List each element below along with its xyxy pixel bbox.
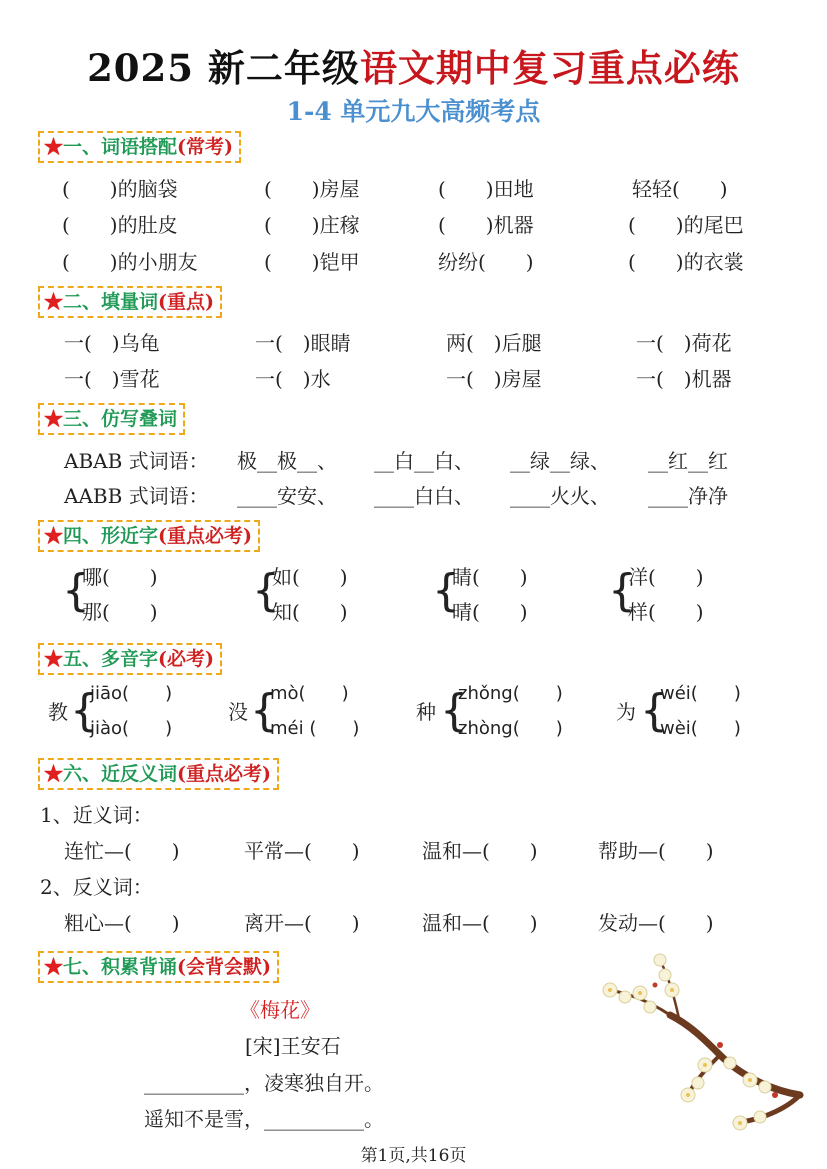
section-header-polyphones: ★五、多音字(必考) [38, 643, 222, 675]
poem-line: 遥知不是雪，__________。 [144, 1107, 384, 1131]
antonym-item: 粗心—( ) [64, 911, 180, 935]
aabb-label: AABB 式词语： [64, 484, 209, 508]
synonym-item: 帮助—( ) [598, 839, 714, 863]
section-header-synonyms-antonyms: ★六、近反义词(重点必考) [38, 758, 279, 790]
plum-blossom-illustration [570, 945, 810, 1145]
polyphone-reading: wèi( ) [660, 718, 741, 739]
antonym-item: 温和—( ) [422, 911, 538, 935]
collocation-item: 轻轻( ) [632, 177, 728, 201]
collocation-item: ( )房屋 [264, 177, 360, 201]
aabb-item: ____安安、 [237, 484, 337, 508]
antonym-item: 发动—( ) [598, 911, 714, 935]
abab-label: ABAB 式词语： [64, 449, 209, 473]
collocation-item: ( )的尾巴 [628, 213, 744, 237]
polyphone-char: 没 [228, 700, 248, 724]
antonyms-label: 2、反义词： [40, 875, 153, 899]
section-header-measure-words: ★二、填量词(重点) [38, 286, 222, 318]
measure-word-item: 一( )乌龟 [64, 331, 160, 355]
aabb-item: ____火火、 [510, 484, 610, 508]
synonyms-label: 1、近义词： [40, 803, 153, 827]
brace-icon: { [608, 565, 636, 616]
polyphone-reading: wéi( ) [660, 683, 741, 704]
synonym-item: 连忙—( ) [64, 839, 180, 863]
polyphone-reading: méi ( ) [270, 718, 360, 739]
collocation-item: ( )的衣裳 [628, 250, 744, 274]
poem-author: [宋]王安石 [245, 1034, 341, 1058]
antonym-item: 离开—( ) [244, 911, 360, 935]
polyphone-reading: jiāo( ) [90, 683, 173, 704]
abab-item: __红__红 [648, 449, 728, 473]
collocation-item: ( )的肚皮 [62, 213, 178, 237]
aabb-item: ____净净 [648, 484, 728, 508]
similar-char-item: 洋( ) [628, 565, 704, 589]
brace-icon: { [252, 565, 280, 616]
collocation-item: ( )机器 [438, 213, 534, 237]
measure-word-item: 一( )雪花 [64, 367, 160, 391]
collocation-item: ( )庄稼 [264, 213, 360, 237]
polyphone-char: 教 [48, 700, 68, 724]
collocation-item: ( )田地 [438, 177, 534, 201]
brace-icon: { [250, 685, 278, 736]
abab-item: __绿__绿、 [510, 449, 610, 473]
polyphone-reading: jiào( ) [90, 718, 173, 739]
collocation-item: ( )的小朋友 [62, 250, 198, 274]
section-header-collocation: ★一、词语搭配(常考) [38, 131, 241, 163]
similar-char-item: 哪( ) [82, 565, 158, 589]
collocation-item: ( )的脑袋 [62, 177, 178, 201]
measure-word-item: 一( )水 [255, 367, 331, 391]
section-header-recitation: ★七、积累背诵(会背会默) [38, 951, 279, 983]
measure-word-item: 一( )房屋 [446, 367, 542, 391]
page-title: 2025 新二年级语文期中复习重点必练 [87, 46, 740, 90]
similar-char-item: 睛( ) [452, 565, 528, 589]
poem-title: 《梅花》 [240, 998, 320, 1022]
similar-char-item: 如( ) [272, 565, 348, 589]
polyphone-reading: mò( ) [270, 683, 349, 704]
collocation-item: ( )铠甲 [264, 250, 360, 274]
abab-item: __白__白、 [374, 449, 474, 473]
polyphone-reading: zhǒng( ) [458, 683, 563, 704]
measure-word-item: 一( )荷花 [636, 331, 732, 355]
measure-word-item: 两( )后腿 [446, 331, 542, 355]
measure-word-item: 一( )眼睛 [255, 331, 351, 355]
similar-char-item: 知( ) [272, 600, 348, 624]
section-header-reduplication: ★三、仿写叠词 [38, 403, 185, 435]
abab-item: 极__极__、 [237, 449, 337, 473]
brace-icon: { [440, 685, 468, 736]
measure-word-item: 一( )机器 [636, 367, 732, 391]
page-footer: 第1页,共16页 [360, 1146, 467, 1166]
similar-char-item: 样( ) [628, 600, 704, 624]
similar-char-item: 那( ) [82, 600, 158, 624]
polyphone-char: 种 [416, 700, 436, 724]
aabb-item: ____白白、 [374, 484, 474, 508]
brace-icon: { [62, 565, 90, 616]
poem-line: __________，凌寒独自开。 [144, 1071, 384, 1095]
brace-icon: { [70, 685, 98, 736]
polyphone-reading: zhòng( ) [458, 718, 563, 739]
section-header-similar-chars: ★四、形近字(重点必考) [38, 520, 260, 552]
collocation-item: 纷纷( ) [438, 250, 534, 274]
synonym-item: 温和—( ) [422, 839, 538, 863]
similar-char-item: 晴( ) [452, 600, 528, 624]
polyphone-char: 为 [616, 700, 636, 724]
brace-icon: { [640, 685, 668, 736]
page-subtitle: 1-4 单元九大高频考点 [286, 97, 541, 126]
brace-icon: { [432, 565, 460, 616]
synonym-item: 平常—( ) [244, 839, 360, 863]
